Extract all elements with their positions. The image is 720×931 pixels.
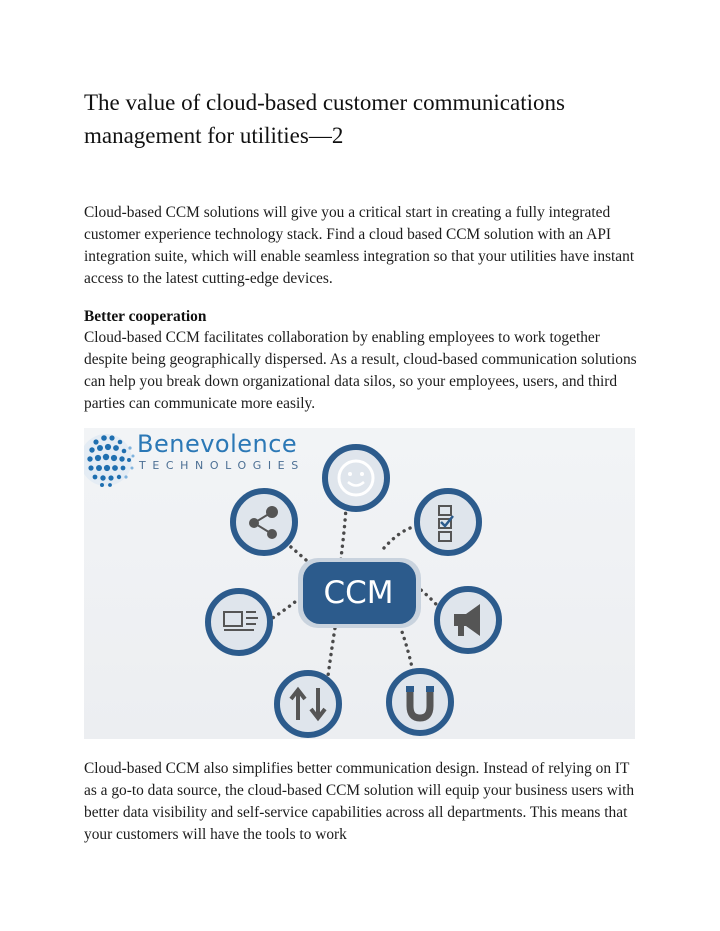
magnet-icon [389, 671, 451, 733]
smiley-icon [325, 447, 387, 509]
intro-paragraph: Cloud-based CCM solutions will give you a critical start in creating a fully integrated customer experience technology stack. Find a cloud based CCM solution with an API integration suite, which will enable seamless integration so that your utilities have instant access to the latest cutting-edge devices. [84, 204, 635, 287]
globe-logo-icon [84, 434, 135, 487]
page-title: The value of cloud-based customer communications management for utilities—2 [84, 90, 565, 148]
data-stream-icon [208, 591, 270, 653]
brand-tagline: TECHNOLOGIES [139, 459, 305, 472]
share-network-icon [233, 491, 295, 553]
ccm-hub-label: CCM [323, 575, 394, 611]
megaphone-icon [437, 589, 499, 651]
section-heading: Better cooperation [84, 308, 207, 325]
brand-name: Benevolence [137, 430, 298, 458]
section-paragraph: Cloud-based CCM facilitates collaboration by enabling employees to work together despite being geographically dispersed. As a result, cloud-based communication solutions can help you break down organizational data silos, so your employees, users, and third parties can communicate more easily. [84, 329, 637, 412]
closing-paragraph: Cloud-based CCM also simplifies better communication design. Instead of relying on IT as a go-to data source, the cloud-based CCM solution will equip your business users with better data visibility and self-service capabilities across all departments. This means that your customers will have the tools to work [84, 760, 635, 843]
checklist-icon [417, 491, 479, 553]
transfer-arrows-icon [277, 673, 339, 735]
